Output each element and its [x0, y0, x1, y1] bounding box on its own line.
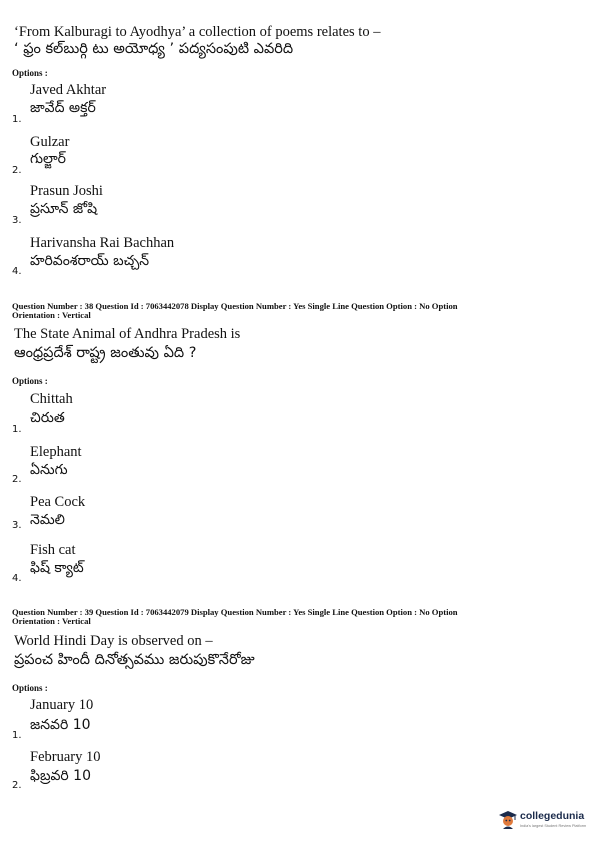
q39-question-telugu: ప్రపంచ హిందీ దినోత్సవము జరుపుకొనేరోజు [14, 652, 255, 668]
logo-tagline: India's largest Student Review Platform [520, 824, 587, 828]
q39-option-1-telugu: జనవరి 10 [30, 717, 91, 733]
q37-option-1-number: 1. [12, 114, 22, 125]
q37-option-4-telugu: హరివంశరాయ్ బచ్చన్ [30, 253, 150, 269]
q39-question-english: World Hindi Day is observed on – [14, 633, 213, 649]
q39-option-2-english: February 10 [30, 749, 101, 765]
q39-option-1-number: 1. [12, 730, 22, 741]
q38-option-3-english: Pea Cock [30, 494, 86, 510]
q38-question-telugu: ఆంధ్రప్రదేశ్ రాష్ట్ర జంతువు ఏది ? [14, 345, 197, 361]
q38-option-3-number: 3. [12, 520, 22, 531]
q37-options-label: Options : [12, 68, 48, 78]
q39-options-label: Options : [12, 683, 48, 693]
q38-option-1-number: 1. [12, 424, 22, 435]
q37-option-4-number: 4. [12, 266, 22, 277]
q38-question-english: The State Animal of Andhra Pradesh is [14, 326, 241, 342]
q38-option-2-telugu: ఏనుగు [30, 462, 68, 478]
q37-question-english: ‘From Kalburagi to Ayodhya’ a collection of poems relates to – [14, 24, 381, 40]
logo-wordmark: collegedunia [520, 810, 585, 822]
q38-option-4-telugu: ఫిష్ క్యాట్ [30, 560, 84, 576]
q37-option-3-english: Prasun Joshi [30, 183, 103, 199]
q37-option-1-english: Javed Akhtar [30, 82, 107, 98]
collegedunia-logo [498, 808, 590, 836]
q38-option-3-telugu: నెమలి [30, 512, 65, 528]
q38-meta-line-1: Question Number : 38 Question Id : 7063442078 Display Question Number : Yes Single Line Question Option : No Option [12, 301, 458, 311]
q39-meta-line-2: Orientation : Vertical [12, 616, 91, 626]
q39-option-1-english: January 10 [30, 697, 94, 713]
q38-meta-line-2: Orientation : Vertical [12, 310, 91, 320]
q37-question-telugu: ‘ ఫ్రం కల్‌బుర్గి టు అయోధ్య ’ పద్యసంపుటి ఎవరిది [14, 41, 294, 57]
q38-option-4-english: Fish cat [30, 542, 76, 558]
q38-option-1-telugu: చిరుత [30, 410, 65, 426]
q37-option-3-number: 3. [12, 215, 22, 226]
q38-option-1-english: Chittah [30, 391, 73, 407]
q38-option-2-number: 2. [12, 474, 22, 485]
q39-option-2-number: 2. [12, 780, 22, 791]
q37-option-2-telugu: గుల్జార్ [30, 151, 66, 167]
q39-meta-line-1: Question Number : 39 Question Id : 7063442079 Display Question Number : Yes Single Line Question Option : No Option [12, 607, 458, 617]
q37-option-2-english: Gulzar [30, 134, 70, 150]
q38-options-label: Options : [12, 376, 48, 386]
graduate-mascot-icon [498, 810, 518, 830]
q38-option-2-english: Elephant [30, 444, 82, 460]
q39-option-2-telugu: ఫిబ్రవరి 10 [30, 768, 91, 784]
q37-option-3-telugu: ప్రసూన్ జోషి [30, 201, 98, 217]
q37-option-4-english: Harivansha Rai Bachhan [30, 235, 175, 251]
q37-option-1-telugu: జావేద్ అక్తర్ [30, 100, 96, 116]
q38-option-4-number: 4. [12, 573, 22, 584]
q37-option-2-number: 2. [12, 165, 22, 176]
